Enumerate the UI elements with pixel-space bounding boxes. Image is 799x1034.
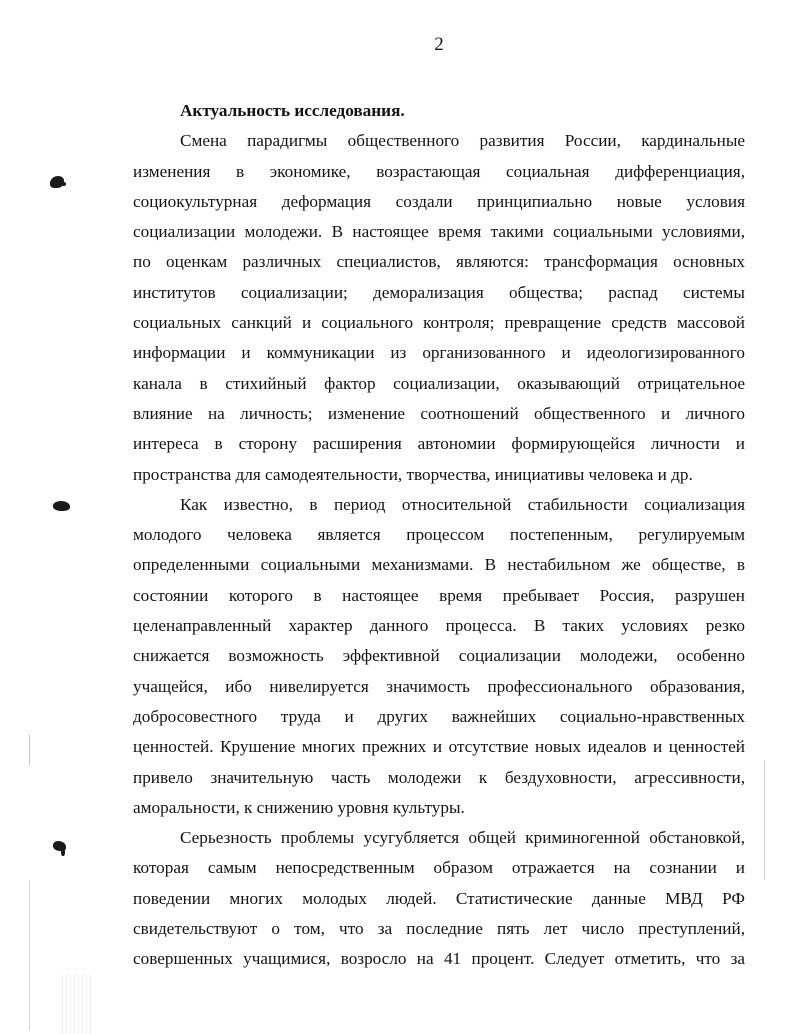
text-line: социальных санкций и социального контроля; превращение средств массовой <box>133 313 745 333</box>
scan-artifact-line <box>29 880 30 1030</box>
text-line: определенными социальными механизмами. В нестабильном же обществе, в <box>133 555 745 575</box>
paragraph-3 <box>133 823 745 974</box>
text-line: совершенных учащимися, возросло на 41 процент. Следует отметить, что за <box>133 949 745 969</box>
paragraph-2 <box>133 490 745 823</box>
text-line: привело значительную часть молодежи к бездуховности, агрессивности, <box>133 767 745 787</box>
text-line: влияние на личность; изменение соотношений общественного и личного <box>133 403 745 423</box>
text-line: свидетельствуют о том, что за последние пять лет число преступлений, <box>133 919 745 939</box>
text-line: социокультурная деформация создали принципиально новые условия <box>133 191 745 211</box>
text-line: молодого человека является процессом постепенным, регулируемым <box>133 525 745 545</box>
scan-artifact-line <box>764 760 765 880</box>
text-line: Серьезность проблемы усугубляется общей криминогенной обстановкой, <box>180 828 745 848</box>
text-line: добросовестного труда и других важнейших социально-нравственных <box>133 706 745 726</box>
text-line: аморальности, к снижению уровня культуры. <box>133 797 465 817</box>
text-line: состоянии которого в настоящее время пребывает Россия, разрушен <box>133 585 745 605</box>
text-line: поведении многих молодых людей. Статистические данные МВД РФ <box>133 888 745 908</box>
text-line: изменения в экономике, возрастающая социальная дифференциация, <box>133 161 745 181</box>
text-line: канала в стихийный фактор социализации, оказывающий отрицательное <box>133 373 745 393</box>
text-line: социализации молодежи. В настоящее время такими социальными условиями, <box>133 222 745 242</box>
text-line: учащейся, ибо нивелируется значимость профессионального образования, <box>133 676 745 696</box>
text-line: снижается возможность эффективной социализации молодежи, особенно <box>133 646 745 666</box>
section-heading: Актуальность исследования. <box>180 101 405 120</box>
text-line: ценностей. Крушение многих прежних и отсутствие новых идеалов и ценностей <box>133 737 745 757</box>
scan-artifact-line <box>29 735 30 765</box>
text-line: целенаправленный характер данного процесса. В таких условиях резко <box>133 616 745 636</box>
text-line: по оценкам различных специалистов, являются: трансформация основных <box>133 252 745 272</box>
paragraph-1 <box>133 126 745 490</box>
text-line: которая самым непосредственным образом отражается на сознании и <box>133 858 745 878</box>
scan-blot-mark <box>61 848 65 856</box>
text-line: Смена парадигмы общественного развития России, кардинальные <box>180 131 745 151</box>
text-line: интереса в сторону расширения автономии формирующейся личности и <box>133 434 745 454</box>
scan-blot-mark <box>62 182 66 186</box>
body-text <box>133 96 745 975</box>
text-line: пространства для самодеятельности, творчества, инициативы человека и др. <box>133 464 693 484</box>
text-line: Как известно, в период относительной стабильности социализация <box>180 494 745 514</box>
scan-noise <box>62 974 92 1034</box>
text-line: информации и коммуникации из организованного и идеологизированного <box>133 343 745 363</box>
text-line: институтов социализации; деморализация общества; распад системы <box>133 282 745 302</box>
page-number: 2 <box>434 34 444 55</box>
scan-blot-mark <box>53 501 70 511</box>
